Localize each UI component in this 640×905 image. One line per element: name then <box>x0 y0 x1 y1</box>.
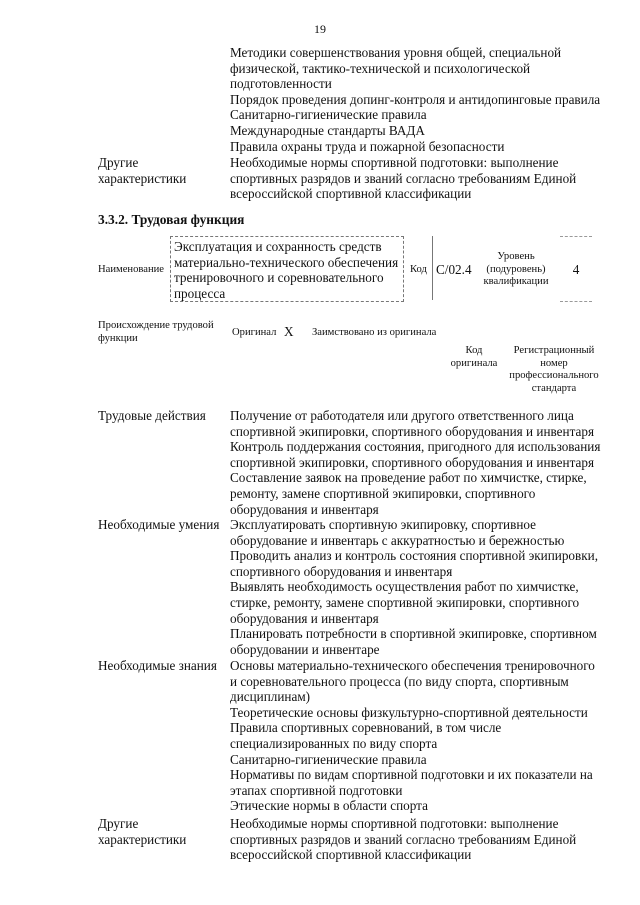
function-name <box>174 239 402 301</box>
text-line: Санитарно-гигиенические правила <box>230 751 427 767</box>
text-line: спортивного оборудования и инвентаря <box>230 563 453 579</box>
section-skills-text <box>230 517 625 657</box>
list-item: Международные стандарты ВАДА <box>230 122 425 138</box>
text-line: Эксплуатировать спортивную экипировку, спортивное <box>230 517 537 532</box>
text-line: Контроль поддержания состояния, пригодного для использования <box>230 439 601 455</box>
text-line: всероссийской спортивной классификации <box>230 847 472 863</box>
label-line: Код <box>465 345 483 356</box>
text-line: Этические нормы в области спорта <box>230 798 428 814</box>
label-line: Регистрационный <box>513 345 595 356</box>
text-line: процесса <box>174 285 226 301</box>
level-label <box>476 251 556 289</box>
text-line: спортивной экипировки, спортивного оборудования и инвентаря <box>230 423 595 439</box>
list-item: Порядок проведения допинг-контроля и антидопинговые правила <box>230 91 601 107</box>
code-value: C/02.4 <box>436 262 472 277</box>
section-knowledge-text <box>230 658 625 814</box>
text-line: Необходимые нормы спортивной подготовки: выполнение <box>230 155 559 170</box>
name-label: Наименование <box>98 264 164 275</box>
text-line: и соревновательного процесса (по виду спорта, спортивным <box>230 673 569 689</box>
text-line: этапах спортивной подготовки <box>230 782 403 798</box>
section-other-text <box>230 816 625 863</box>
list-item: Правила охраны труда и пожарной безопасности <box>230 138 505 154</box>
label-line: характеристики <box>98 170 187 186</box>
label-line: Происхождение трудовой <box>98 320 214 331</box>
list-item: подготовленности <box>230 76 332 92</box>
code-label: Код <box>410 264 427 275</box>
section-knowledge-label <box>98 658 228 674</box>
top-other-text <box>230 155 625 202</box>
section-other-label <box>98 816 228 847</box>
text-line: Составление заявок на проведение работ по химчистке, стирке, <box>230 470 587 486</box>
label-line: оригинала <box>450 357 498 369</box>
text-line: Проводить анализ и контроль состояния спортивной экипировки, <box>230 548 598 564</box>
top-other-label <box>98 155 228 186</box>
label-line: (подуровень) <box>486 263 546 275</box>
text-line: спортивных разрядов и званий согласно требованиям Единой <box>230 831 577 847</box>
label-line: профессионального <box>509 370 599 382</box>
label-line: квалификации <box>483 276 549 288</box>
section-actions-text <box>230 408 625 517</box>
label-line: номер <box>540 357 568 369</box>
section-actions-label <box>98 408 228 424</box>
text-line: Необходимые нормы спортивной подготовки: выполнение <box>230 816 559 831</box>
text-line: всероссийской спортивной классификации <box>230 186 472 202</box>
text-line: Основы материально-технического обеспечения тренировочного <box>230 658 595 673</box>
label-line: Необходимые умения <box>98 517 220 532</box>
text-line: дисциплинам) <box>230 689 311 705</box>
text-line: оборудование и инвентарь с аккуратностью и бережностью <box>230 532 565 548</box>
text-line: оборудования и инвентаря <box>230 501 379 517</box>
label-line: Необходимые знания <box>98 658 217 673</box>
function-heading: 3.3.2. Трудовая функция <box>98 212 245 227</box>
text-line: тренировочного и соревновательного <box>174 270 384 286</box>
text-line: спортивной экипировки, спортивного оборудования и инвентаря <box>230 454 595 470</box>
text-line: Теоретические основы физкультурно-спортивной деятельности <box>230 704 588 720</box>
original-label: Оригинал <box>232 327 277 338</box>
top-items-list <box>230 45 625 154</box>
label-line: функции <box>98 332 138 344</box>
text-line: Правила спортивных соревнований, в том числе <box>230 720 502 736</box>
text-line: стирке, ремонту, замене спортивной экипировки, спортивного <box>230 594 580 610</box>
label-line: Другие <box>98 816 139 831</box>
page-number: 19 <box>314 22 326 36</box>
text-line: спортивных разрядов и званий согласно требованиям Единой <box>230 170 577 186</box>
list-item: Методики совершенствования уровня общей, специальной <box>230 45 562 60</box>
text-line: оборудовании и инвентаре <box>230 641 380 657</box>
text-line: материально-технического обеспечения <box>174 254 399 270</box>
code-original-label <box>448 345 500 370</box>
reg-number-label <box>508 345 600 395</box>
text-line: оборудования и инвентаря <box>230 610 379 626</box>
original-mark: X <box>284 324 294 339</box>
text-line: Планировать потребности в спортивной экипировке, спортивном <box>230 626 597 642</box>
list-item: физической, тактико-технической и психологической <box>230 60 531 76</box>
label-line: стандарта <box>531 382 577 394</box>
text-line: Эксплуатация и сохранность средств <box>174 239 382 254</box>
text-line: ремонту, замене спортивной экипировки, спортивного <box>230 485 536 501</box>
label-line: Другие <box>98 155 139 170</box>
origin-label <box>98 320 214 345</box>
text-line: Выявлять необходимость осуществления работ по химчистке, <box>230 579 579 595</box>
text-line: Получение от работодателя или другого ответственного лица <box>230 408 574 423</box>
section-skills-label <box>98 517 228 533</box>
text-line: специализированных по виду спорта <box>230 735 438 751</box>
label-line: Уровень <box>497 251 535 262</box>
label-line: характеристики <box>98 831 187 847</box>
label-line: Трудовые действия <box>98 408 206 423</box>
borrowed-label: Заимствовано из оригинала <box>312 327 437 338</box>
list-item: Санитарно-гигиенические правила <box>230 107 427 123</box>
text-line: Нормативы по видам спортивной подготовки и их показатели на <box>230 767 593 783</box>
level-value: 4 <box>572 262 580 277</box>
